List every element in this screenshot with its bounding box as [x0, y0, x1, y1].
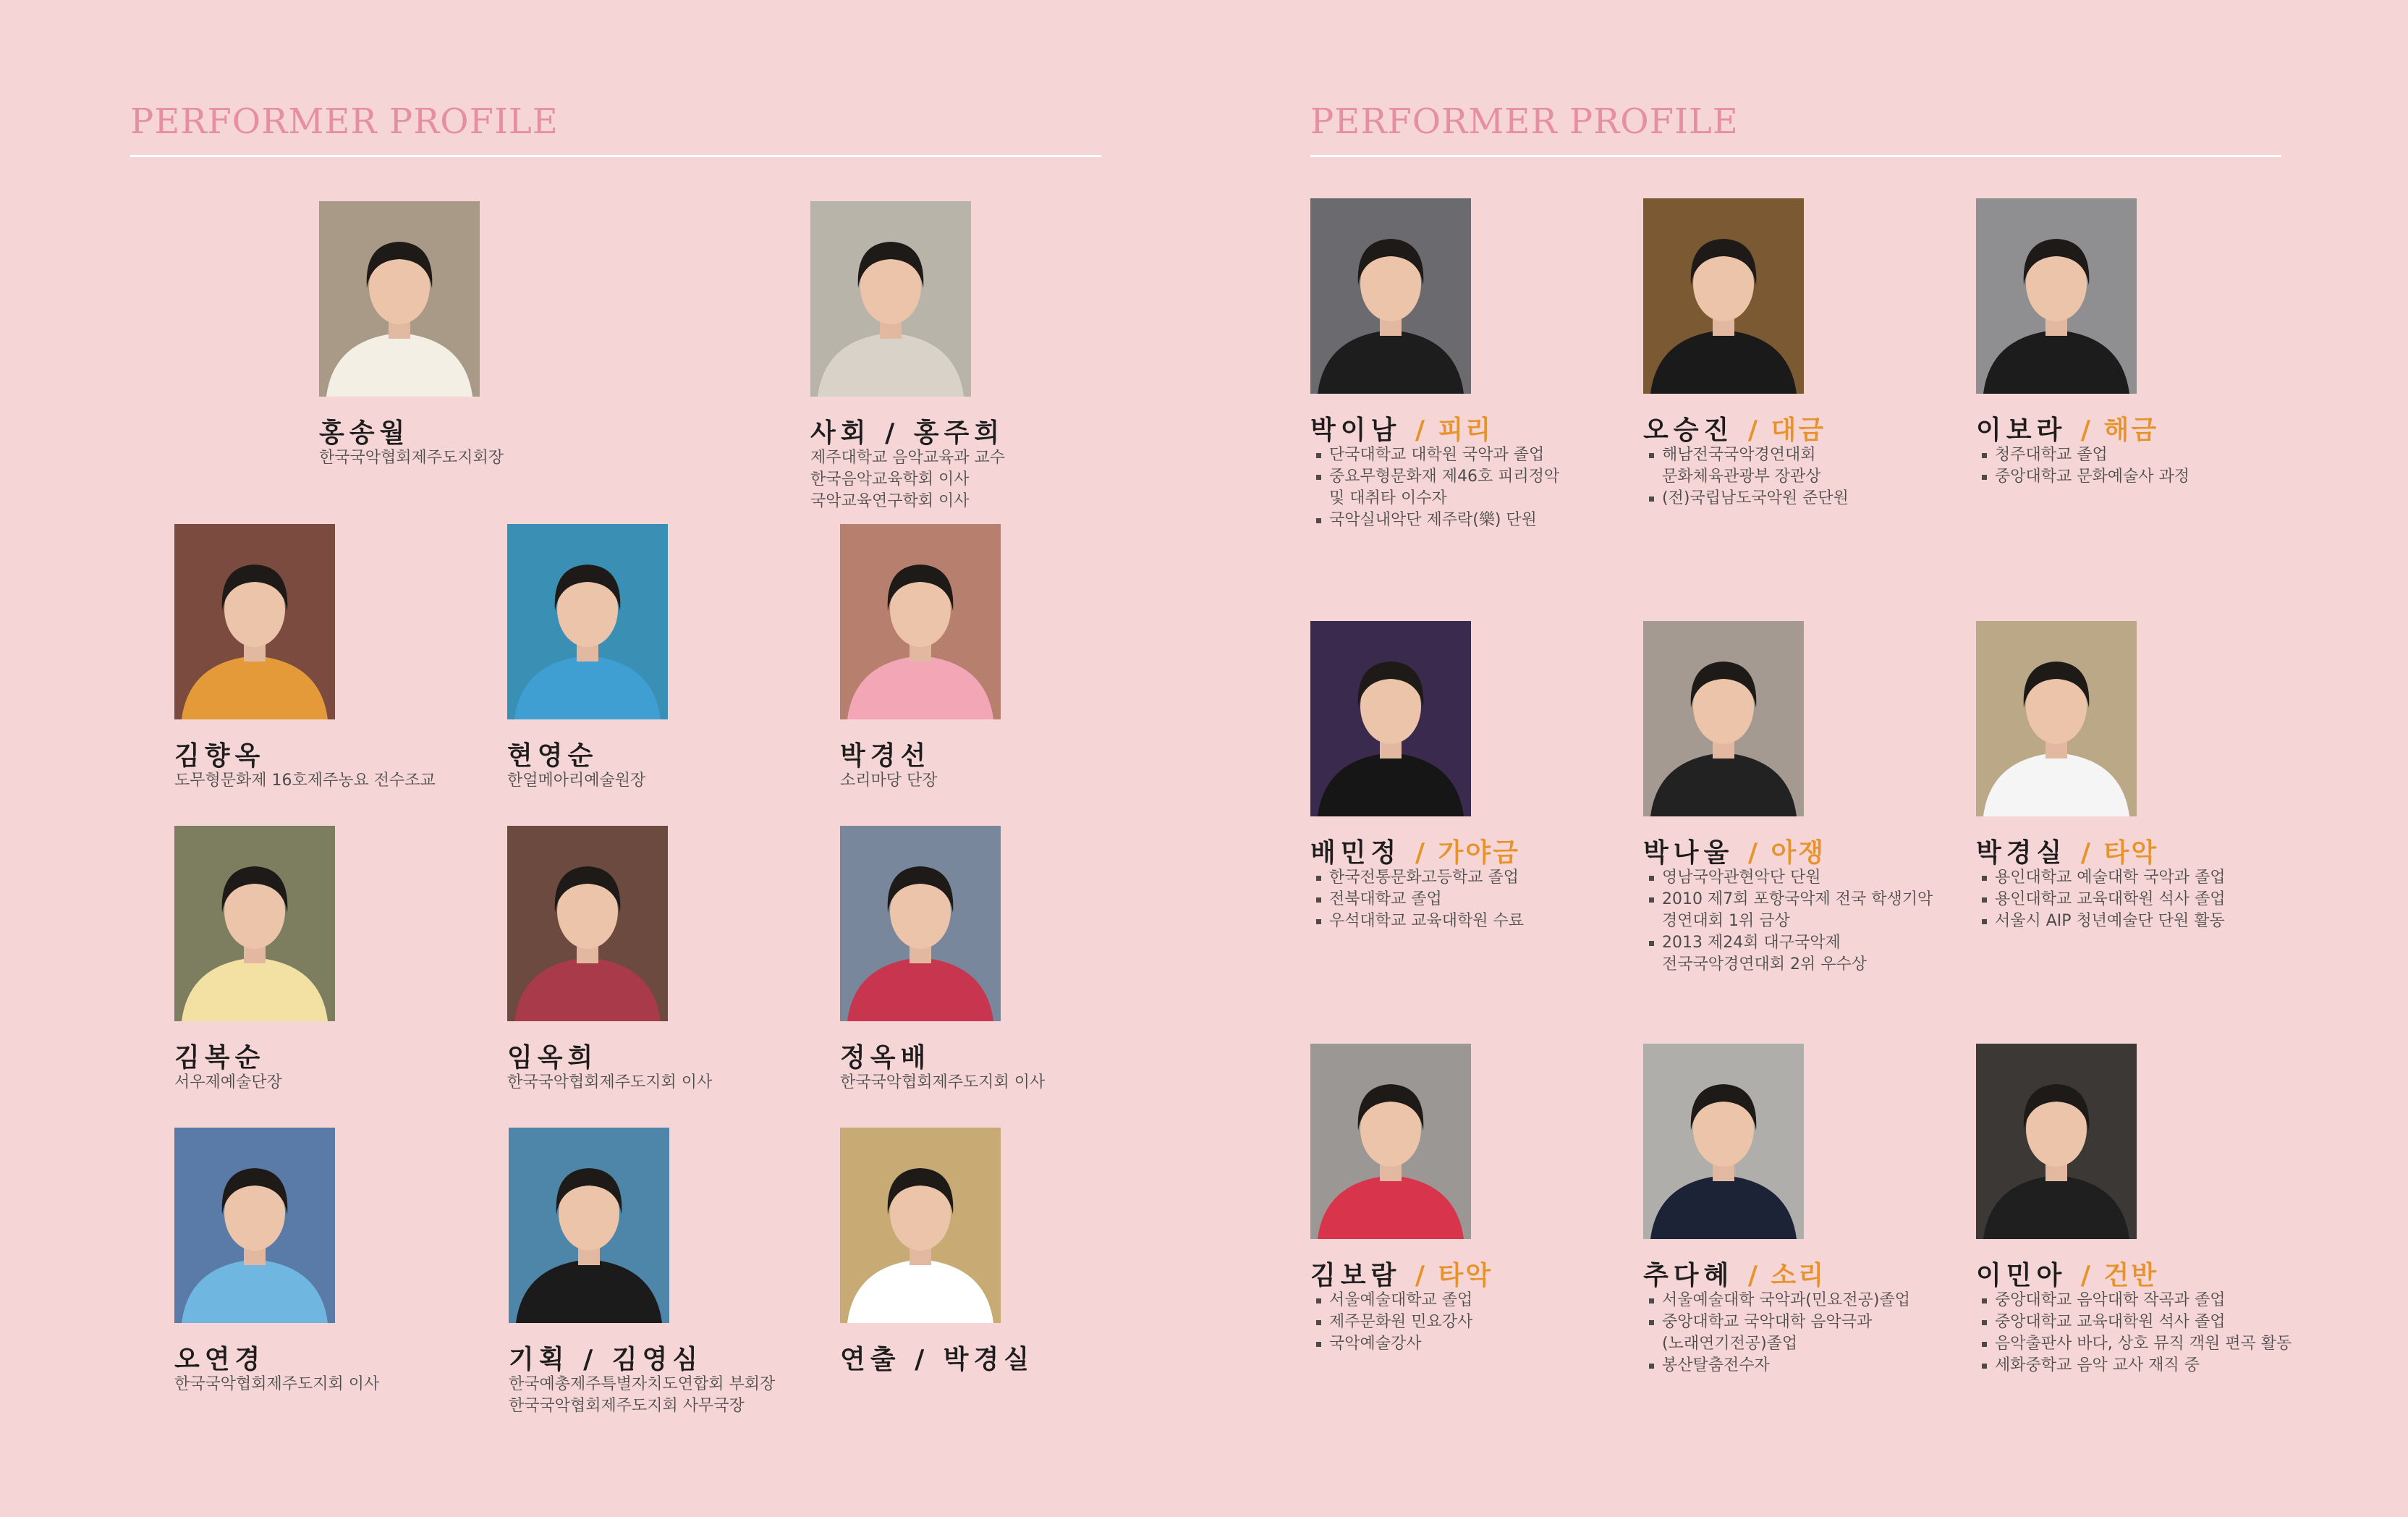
profile-description: 한국예총제주특별자치도연합회 부회장 한국국악협회제주도지회 사무국장	[509, 1375, 776, 1415]
profile-photo	[810, 201, 971, 397]
header-divider	[130, 155, 1101, 157]
profile-name: 박경선	[840, 741, 931, 771]
profile-name: 배민정 / 가야금	[1310, 838, 1520, 868]
portrait-image	[840, 826, 1001, 1021]
header-divider	[1310, 155, 2281, 157]
portrait-image	[509, 1128, 669, 1323]
profile-photo	[840, 1128, 1001, 1323]
portrait-image	[1976, 621, 2137, 816]
profile-photo	[1643, 621, 1804, 816]
profile-name: 김보람 / 타악	[1310, 1261, 1493, 1290]
profile-bullets: 서울예술대학교 졸업 제주문화원 민요강사 국악예술강사	[1315, 1290, 1472, 1355]
profile-name: 김복순	[174, 1043, 266, 1073]
profile-bullets: 해남전국국악경연대회 문화체육관광부 장관상 (전)국립남도국악원 준단원	[1648, 444, 1849, 510]
portrait-image	[840, 524, 1001, 719]
portrait-image	[840, 1128, 1001, 1323]
profile-photo	[1976, 1044, 2137, 1239]
profile-photo	[174, 826, 335, 1021]
profile-name: 사회 / 홍주희	[810, 418, 1005, 448]
profile-name: 이민아 / 건반	[1976, 1261, 2159, 1290]
profile-photo	[509, 1128, 669, 1323]
portrait-image	[174, 826, 335, 1021]
profile-photo	[507, 826, 668, 1021]
profile-photo	[1310, 621, 1471, 816]
profile-bullets: 청주대학교 졸업 중앙대학교 문화예술사 과정	[1980, 444, 2189, 488]
profile-name: 오승진 / 대금	[1643, 415, 1826, 445]
profile-photo	[1976, 198, 2137, 394]
profile-name: 임옥희	[507, 1043, 598, 1073]
profile-bullets: 영남국악관현악단 단원 2010 제7회 포항국악제 전국 학생기악 경연대회 1위 금상 2013 제24회 대구국악제 전국국악경연대회 2위 우수상	[1648, 867, 1933, 976]
profile-name: 김향옥	[174, 741, 266, 771]
profile-photo	[319, 201, 480, 397]
portrait-image	[319, 201, 480, 397]
profile-name: 홍송월	[319, 418, 410, 448]
profile-photo	[1976, 621, 2137, 816]
profile-description: 도무형문화제 16호제주농요 전수조교	[174, 772, 436, 790]
page-header-title: PERFORMER PROFILE	[130, 101, 559, 142]
portrait-image	[1976, 198, 2137, 394]
portrait-image	[1976, 1044, 2137, 1239]
profile-name: 오연경	[174, 1345, 266, 1374]
profile-name: 정옥배	[840, 1043, 931, 1073]
profile-photo	[840, 524, 1001, 719]
profile-photo	[1643, 1044, 1804, 1239]
portrait-image	[1310, 1044, 1471, 1239]
profile-description: 소리마당 단장	[840, 772, 938, 790]
portrait-image	[1310, 198, 1471, 394]
portrait-image	[174, 524, 335, 719]
profile-bullets: 단국대학교 대학원 국악과 졸업 중요무형문화재 제46호 피리정악 및 대취타 이수자 국악실내악단 제주락(樂) 단원	[1315, 444, 1559, 531]
profile-name: 추다혜 / 소리	[1643, 1261, 1826, 1290]
portrait-image	[1643, 621, 1804, 816]
profile-description: 제주대학교 음악교육과 교수 한국음악교육학회 이사 국악교육연구학회 이사	[810, 449, 1006, 510]
profile-description: 한국국악협회제주도지회 이사	[840, 1073, 1046, 1091]
profile-name: 연출 / 박경실	[840, 1345, 1035, 1374]
portrait-image	[507, 524, 668, 719]
profile-photo	[174, 1128, 335, 1323]
profile-photo	[507, 524, 668, 719]
profile-photo	[1310, 198, 1471, 394]
profile-bullets: 중앙대학교 음악대학 작곡과 졸업 중앙대학교 교육대학원 석사 졸업 음악출판사 바다, 상호 뮤직 객원 편곡 활동 세화중학교 음악 교사 재직 중	[1980, 1290, 2292, 1377]
portrait-image	[1310, 621, 1471, 816]
right-page	[1204, 0, 2408, 1517]
profile-photo	[174, 524, 335, 719]
profile-name: 기획 / 김영심	[509, 1345, 703, 1374]
profile-name: 박경실 / 타악	[1976, 838, 2159, 868]
profile-name: 박나울 / 아쟁	[1643, 838, 1826, 868]
portrait-image	[1643, 1044, 1804, 1239]
page-header-title: PERFORMER PROFILE	[1310, 101, 1739, 142]
profile-photo	[1643, 198, 1804, 394]
profile-bullets: 용인대학교 예술대학 국악과 졸업 용인대학교 교육대학원 석사 졸업 서울시 AIP 청년예술단 단원 활동	[1980, 867, 2226, 932]
profile-name: 이보라 / 해금	[1976, 415, 2159, 445]
portrait-image	[810, 201, 971, 397]
profile-name: 박이남 / 피리	[1310, 415, 1493, 445]
profile-description: 한국국악협회제주도지회장	[319, 449, 504, 467]
profile-photo	[1310, 1044, 1471, 1239]
profile-description: 서우제예술단장	[174, 1073, 282, 1091]
profile-description: 한국국악협회제주도지회 이사	[174, 1375, 380, 1393]
profile-bullets: 한국전통문화고등학교 졸업 전북대학교 졸업 우석대학교 교육대학원 수료	[1315, 867, 1524, 932]
profile-photo	[840, 826, 1001, 1021]
portrait-image	[174, 1128, 335, 1323]
profile-name: 현영순	[507, 741, 598, 771]
profile-description: 한국국악협회제주도지회 이사	[507, 1073, 713, 1091]
profile-bullets: 서울예술대학 국악과(민요전공)졸업 중앙대학교 국악대학 음악극과 (노래연기전공)졸업 봉산탈춤전수자	[1648, 1290, 1910, 1377]
portrait-image	[1643, 198, 1804, 394]
profile-description: 한얼메아리예술원장	[507, 772, 646, 790]
portrait-image	[507, 826, 668, 1021]
